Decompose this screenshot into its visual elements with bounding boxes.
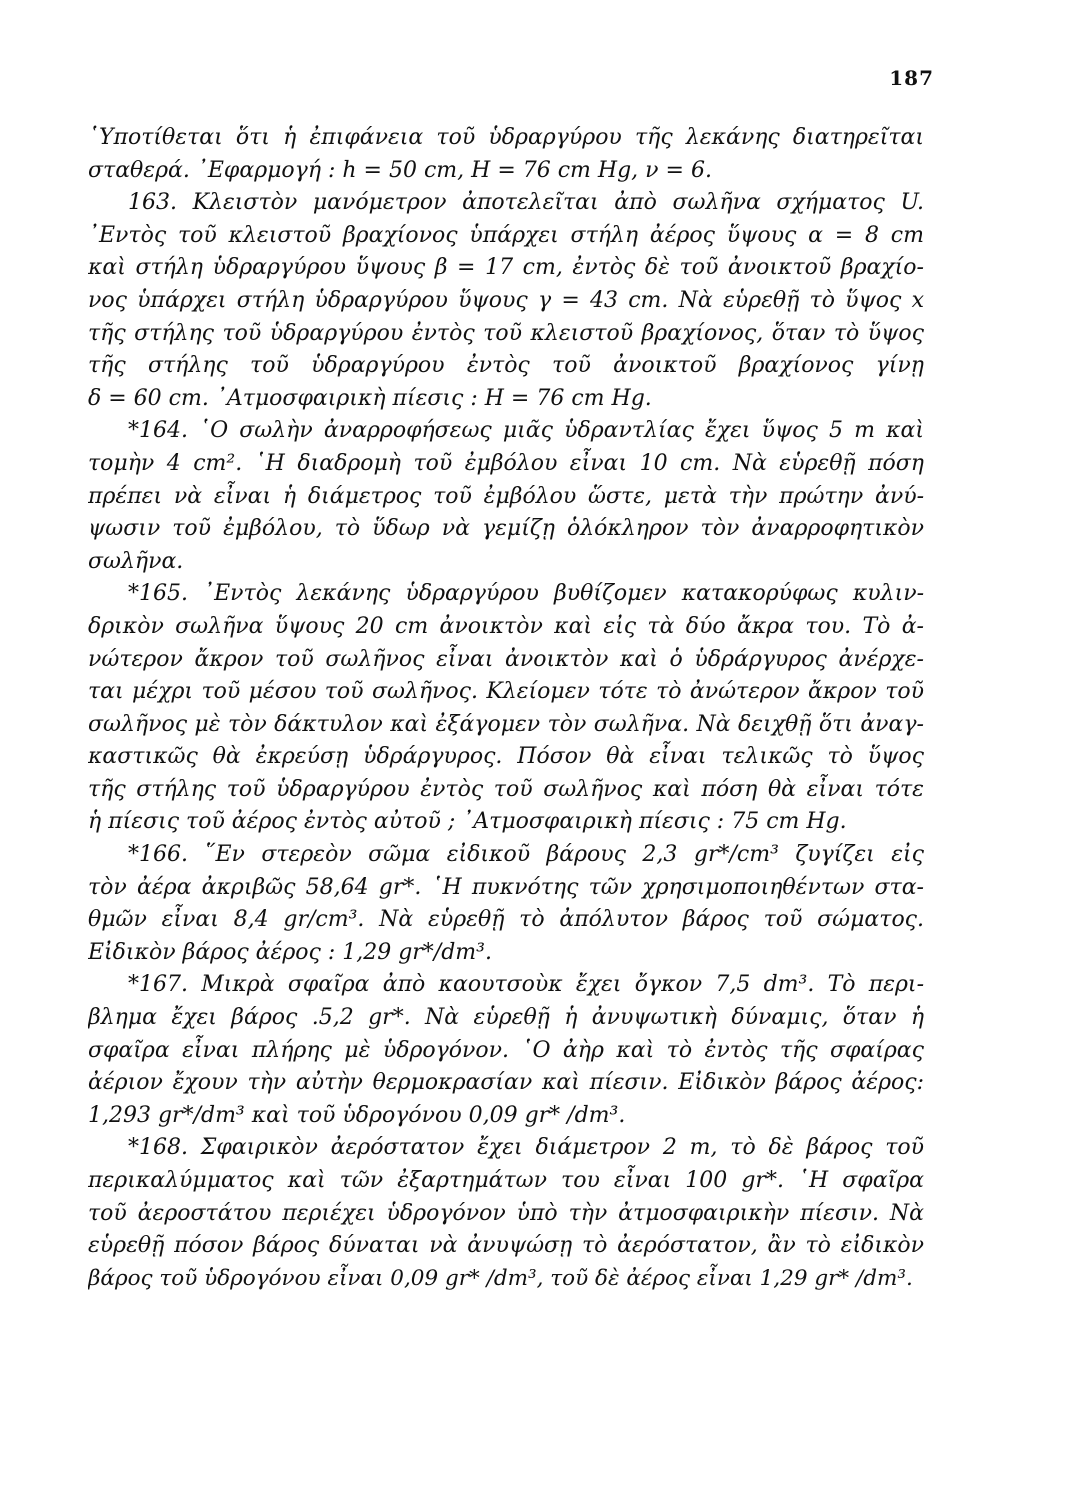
text-line: τὸν ἀέρα ἀκριβῶς 58,64 gr*. ῾Η πυκνότης τῶν χρησιμοποιηθέντων στα- [88, 874, 924, 900]
text-line: τοῦ ἀεροστάτου περιέχει ὑδρογόνον ὑπὸ τὴν ἀτμοσφαιρικὴν πίεσιν. Νὰ [88, 1200, 924, 1226]
text-line: νώτερον ἄκρον τοῦ σωλῆνος εἶναι ἀνοικτὸν καὶ ὁ ὑδράργυρος ἀνέρχε- [88, 646, 924, 672]
text-line: σφαῖρα εἶναι πλήρης μὲ ὑδρογόνον. ῾Ο ἀὴρ καὶ τὸ ἐντὸς τῆς σφαίρας [88, 1037, 924, 1063]
text-line: δ = 60 cm. ᾿Ατμοσφαιρικὴ πίεσις : H = 76 cm Hg. [88, 385, 652, 411]
text-line: ται μέχρι τοῦ μέσου τοῦ σωλῆνος. Κλείομεν τότε τὸ ἀνώτερον ἄκρον τοῦ [88, 679, 924, 705]
text-line: *168. Σφαιρικὸν ἀερόστατον ἔχει διάμετρον 2 m, τὸ δὲ βάρος τοῦ [128, 1135, 924, 1161]
text-line: Εἰδικὸν βάρος ἀέρος : 1,29 gr*/dm³. [88, 939, 492, 965]
text-line: τομὴν 4 cm². ῾Η διαδρομὴ τοῦ ἐμβόλου εἶναι 10 cm. Νὰ εὑρεθῇ πόση [88, 450, 924, 476]
body-text [88, 122, 924, 1295]
text-line: σωλῆνα. [88, 548, 184, 574]
text-line: *164. ῾Ο σωλὴν ἀναρροφήσεως μιᾶς ὑδραντλίας ἔχει ὕψος 5 m καὶ [128, 418, 924, 444]
text-line: σταθερά. ᾿Εφαρμογή : h = 50 cm, H = 76 cm Hg, ν = 6. [88, 157, 712, 183]
text-line: ᾿Εντὸς τοῦ κλειστοῦ βραχίονος ὑπάρχει στήλη ἀέρος ὕψους α = 8 cm [88, 222, 924, 248]
text-line: καὶ στήλη ὑδραργύρου ὕψους β = 17 cm, ἐντὸς δὲ τοῦ ἀνοικτοῦ βραχίο- [88, 255, 924, 281]
text-line: *165. ᾿Εντὸς λεκάνης ὑδραργύρου βυθίζομεν κατακορύφως κυλιν- [128, 581, 924, 607]
text-line: εὑρεθῇ πόσον βάρος δύναται νὰ ἀνυψώσῃ τὸ ἀερόστατον, ἂν τὸ εἰδικὸν [88, 1233, 924, 1259]
text-line: ἀέριον ἔχουν τὴν αὐτὴν θερμοκρασίαν καὶ πίεσιν. Εἰδικὸν βάρος ἀέρος: [88, 1070, 924, 1096]
text-line: βάρος τοῦ ὑδρογόνου εἶναι 0,09 gr* /dm³, τοῦ δὲ ἀέρος εἶναι 1,29 gr* /dm³. [88, 1265, 913, 1291]
text-line: δρικὸν σωλῆνα ὕψους 20 cm ἀνοικτὸν καὶ εἰς τὰ δύο ἄκρα του. Τὸ ἀ- [88, 613, 924, 639]
text-line: *166. ῞Εν στερεὸν σῶμα εἰδικοῦ βάρους 2,3 gr*/cm³ ζυγίζει εἰς [128, 842, 924, 868]
text-line: πρέπει νὰ εἶναι ἡ διάμετρος τοῦ ἐμβόλου ὥστε, μετὰ τὴν πρώτην ἀνύ- [88, 483, 924, 509]
page-number: 187 [889, 66, 934, 90]
text-line: ψωσιν τοῦ ἐμβόλου, τὸ ὕδωρ νὰ γεμίζῃ ὁλόκληρον τὸν ἀναρροφητικὸν [88, 516, 924, 542]
text-line: 1,293 gr*/dm³ καὶ τοῦ ὑδρογόνου 0,09 gr* /dm³. [88, 1102, 626, 1128]
text-line: 163. Κλειστὸν μανόμετρον ἀποτελεῖται ἀπὸ σωλῆνα σχήματος U. [128, 190, 924, 216]
text-line: περικαλύμματος καὶ τῶν ἐξαρτημάτων του εἶναι 100 gr*. ῾Η σφαῖρα [88, 1168, 924, 1193]
text-line: ἡ πίεσις τοῦ ἀέρος ἐντὸς αὐτοῦ ; ᾿Ατμοσφαιρικὴ πίεσις : 75 cm Hg. [88, 809, 847, 835]
text-line: *167. Μικρὰ σφαῖρα ἀπὸ καουτσοὺκ ἔχει ὄγκον 7,5 dm³. Τὸ περι- [128, 972, 924, 998]
text-line: τῆς στήλης τοῦ ὑδραργύρου ἐντὸς τοῦ κλειστοῦ βραχίονος, ὅταν τὸ ὕψος [88, 320, 924, 346]
text-line: νος ὑπάρχει στήλη ὑδραργύρου ὕψους γ = 43 cm. Νὰ εὑρεθῇ τὸ ὕψος x [88, 287, 924, 313]
text-line: καστικῶς θὰ ἐκρεύσῃ ὑδράργυρος. Πόσον θὰ εἶναι τελικῶς τὸ ὕψος [88, 744, 924, 770]
text-line: βλημα ἔχει βάρος .5,2 gr*. Νὰ εὑρεθῇ ἡ ἀνυψωτικὴ δύναμις, ὅταν ἡ [88, 1005, 924, 1031]
text-line: ῾Υποτίθεται ὅτι ἡ ἐπιφάνεια τοῦ ὑδραργύρου τῆς λεκάνης διατηρεῖται [88, 125, 924, 150]
text-line: τῆς στήλης τοῦ ὑδραργύρου ἐντὸς τοῦ σωλῆνος καὶ πόση θὰ εἶναι τότε [88, 776, 924, 802]
text-line: σωλῆνος μὲ τὸν δάκτυλον καὶ ἐξάγομεν τὸν σωλῆνα. Νὰ δειχθῇ ὅτι ἀναγ- [88, 711, 924, 737]
text-line: τῆς στήλης τοῦ ὑδραργύρου ἐντὸς τοῦ ἀνοικτοῦ βραχίονος γίνῃ [88, 353, 924, 379]
text-line: θμῶν εἶναι 8,4 gr/cm³. Νὰ εὑρεθῇ τὸ ἀπόλυτον βάρος τοῦ σώματος. [88, 907, 924, 933]
